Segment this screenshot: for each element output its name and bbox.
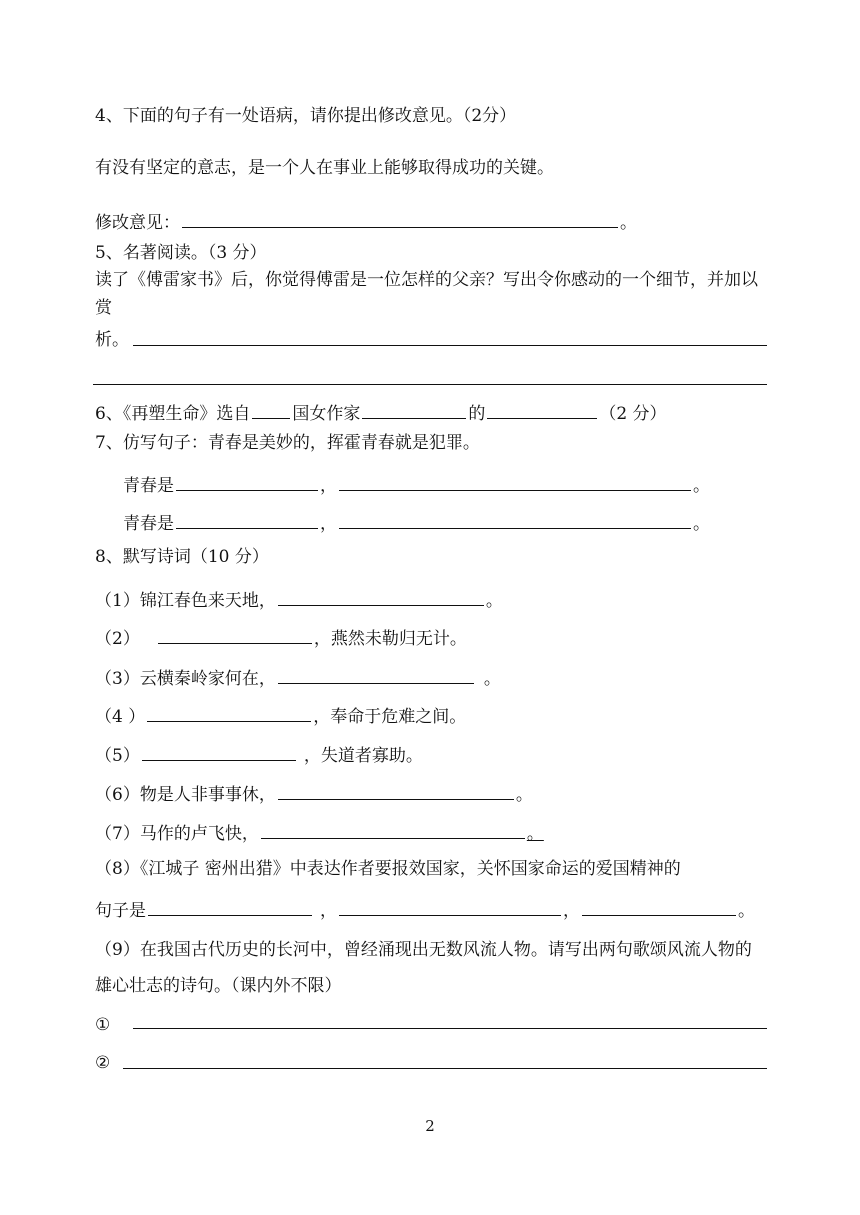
q8-item-5-num: （5）	[95, 746, 140, 766]
q7-line-2-blank-b[interactable]	[339, 510, 691, 529]
q8-item-1-num: （1）	[95, 591, 140, 611]
q6-part4: （2 分）	[599, 404, 667, 424]
q5-answer-blank-1[interactable]	[133, 345, 767, 346]
q5-prompt-end: 析。	[95, 330, 129, 350]
q8-item-2-text: ，燕然未勒归无计。	[313, 629, 467, 649]
q6-line	[95, 400, 667, 425]
q8-item-7-end: 。	[526, 824, 544, 844]
q7-line-2-end: 。	[693, 514, 710, 534]
q6-work-blank[interactable]	[487, 400, 597, 419]
q8-item-4-text: ，奉命于危难之间。	[313, 707, 467, 727]
q8-item-9-blank-1[interactable]	[133, 1028, 767, 1029]
q8-item-9-circle-1: ①	[95, 1015, 111, 1035]
q6-part1: 6、《再塑生命》选自	[95, 404, 251, 424]
q8-item-3-num: （3）	[95, 669, 140, 689]
q8-item-5-blank[interactable]	[142, 742, 296, 761]
q8-item-7-blank[interactable]	[261, 820, 525, 839]
q6-country-blank[interactable]	[252, 400, 290, 419]
q8-item-9: （9）在我国古代历史的长河中，曾经涌现出无数风流人物。请写出两句歌颂风流人物的雄心壮志的诗句。（课内外不限）	[95, 940, 752, 996]
q8-item-6-blank[interactable]	[278, 781, 514, 800]
q8-item-7-num: （7）	[95, 824, 140, 844]
q8-item-7-text: 马作的卢飞快，	[139, 824, 259, 844]
q5-prompt: 读了《傅雷家书》后，你觉得傅雷是一位怎样的父亲？写出令你感动的一个细节，并加以赏	[95, 270, 758, 318]
q8-item-8-blank-b[interactable]	[339, 897, 561, 916]
q6-part2: 国女作家	[292, 404, 361, 424]
q4-answer-end: 。	[620, 213, 637, 233]
q5-title: 5、名著阅读。（3 分）	[95, 243, 267, 263]
q8-item-1-blank[interactable]	[278, 587, 484, 606]
q7-line-2-start: 青春是	[123, 514, 174, 534]
q8-item-6-end: 。	[515, 785, 533, 805]
q7-title: 7、仿写句子：青春是美妙的，挥霍青春就是犯罪。	[95, 433, 480, 453]
q7-line-2-comma: ，	[320, 514, 337, 534]
q7-line-1-comma: ，	[320, 476, 337, 496]
q8-item-9-circle-2: ②	[95, 1053, 111, 1073]
q7-line-2	[123, 510, 710, 535]
q8-item-8-comma-2: ，	[563, 901, 580, 921]
q8-item-7	[95, 820, 544, 845]
q4-answer-blank[interactable]	[182, 209, 618, 228]
q7-line-1	[123, 472, 710, 497]
q8-item-8-start: 句子是	[95, 901, 146, 921]
q6-part3: 的	[468, 404, 486, 424]
q7-line-2-blank-a[interactable]	[176, 510, 318, 529]
q8-item-9-blank-2[interactable]	[123, 1068, 767, 1069]
q8-item-8-end: 。	[738, 901, 755, 921]
q7-line-1-blank-b[interactable]	[339, 472, 691, 491]
q8-item-1-end: 。	[485, 591, 503, 611]
q8-item-3-end: 。	[483, 669, 501, 689]
q8-item-1-text: 锦江春色来天地，	[139, 591, 276, 611]
q8-item-4-num: （4 ）	[95, 707, 146, 727]
q8-item-6-text: 物是人非事事休，	[139, 785, 276, 805]
q8-item-3-text: 云横秦岭家何在，	[139, 669, 276, 689]
q8-item-8-line-2	[95, 897, 755, 922]
q8-item-8-comma-1: ，	[320, 901, 337, 921]
q8-item-6	[95, 781, 533, 806]
q4-answer-line	[95, 209, 637, 234]
q8-item-3-blank[interactable]	[278, 665, 474, 684]
q8-item-6-num: （6）	[95, 785, 140, 805]
page-number: 2	[425, 1117, 435, 1135]
q8-item-5	[95, 742, 423, 767]
q8-item-4	[95, 703, 466, 728]
q8-item-3	[95, 665, 501, 690]
q7-line-1-start: 青春是	[123, 476, 174, 496]
q8-item-2	[95, 625, 467, 650]
q8-item-8-blank-a[interactable]	[148, 897, 312, 916]
q7-line-1-end: 。	[693, 476, 710, 496]
q8-item-8: （8）《江城子 密州出猎》中表达作者要报效国家，关怀国家命运的爱国精神的	[95, 859, 681, 879]
q8-item-1	[95, 587, 503, 612]
q5-answer-blank-2[interactable]	[93, 384, 767, 385]
q4-answer-label: 修改意见：	[95, 213, 180, 233]
q8-item-8-blank-c[interactable]	[582, 897, 736, 916]
q8-title: 8、默写诗词（10 分）	[95, 547, 269, 567]
q8-item-2-num: （2）	[95, 629, 140, 649]
q6-author-blank[interactable]	[362, 400, 466, 419]
q8-item-2-blank[interactable]	[158, 625, 312, 644]
q8-item-5-text: ，失道者寡助。	[303, 746, 423, 766]
q5-answer-line	[95, 329, 129, 351]
q4-title: 4、下面的句子有一处语病，请你提出修改意见。（2分）	[95, 106, 517, 126]
q4-sentence: 有没有坚定的意志，是一个人在事业上能够取得成功的关键。	[95, 158, 554, 178]
q8-item-4-blank[interactable]	[147, 703, 311, 722]
q7-line-1-blank-a[interactable]	[176, 472, 318, 491]
